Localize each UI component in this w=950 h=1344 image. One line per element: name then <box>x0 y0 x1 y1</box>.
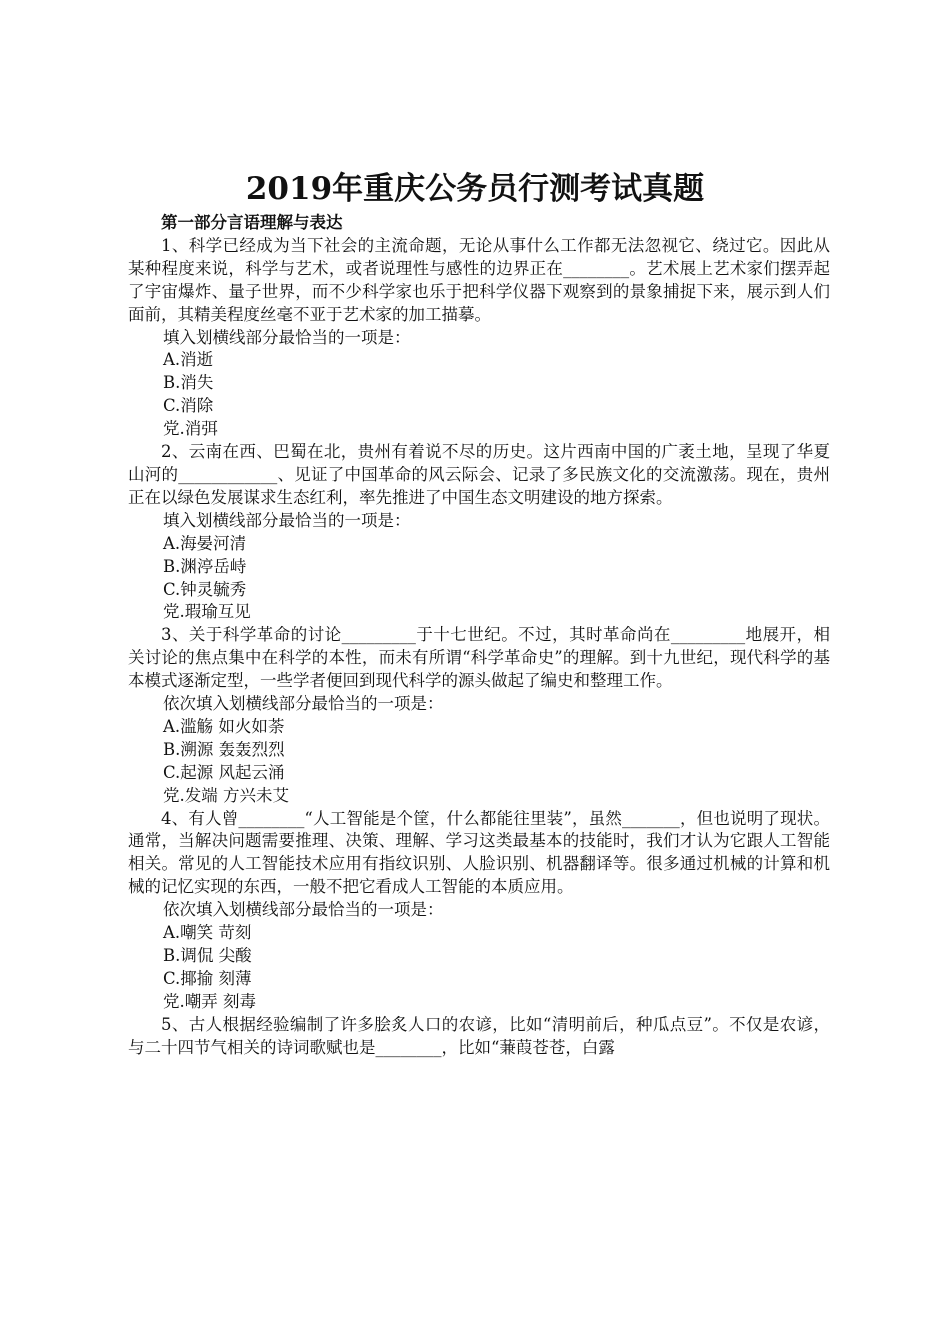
question-3-text: 3、关于科学革命的讨论_________于十七世纪。不过，其时革命尚在_________地展开，相关讨论的焦点集中在科学的本性，而未有所谓“科学革命史”的理解。到十九世纪，现代科学的基本模式逐渐定型，一些学者便回到现代科学的源头做起了编史和整理工作。 <box>128 625 830 691</box>
question-1-option-b: B.消失 <box>163 373 214 393</box>
question-4-prompt: 依次填入划横线部分最恰当的一项是： <box>163 900 444 920</box>
document-body <box>128 212 830 1060</box>
question-3-option-b: B.溯源 轰轰烈烈 <box>163 739 285 759</box>
question-4-option-d: 党.嘲弄 刻毒 <box>163 991 256 1011</box>
question-2-option-c: C.钟灵毓秀 <box>163 579 247 599</box>
question-2-option-b: B.渊渟岳峙 <box>163 556 247 576</box>
section-heading: 第一部分言语理解与表达 <box>161 213 343 232</box>
question-2-option-d: 党.瑕瑜互见 <box>163 602 251 622</box>
question-1-prompt: 填入划横线部分最恰当的一项是： <box>163 327 411 347</box>
question-1-option-d: 党.消弭 <box>163 419 218 439</box>
question-1-text: 1、科学已经成为当下社会的主流命题，无论从事什么工作都无法忽视它、绕过它。因此从某种程度来说，科学与艺术，或者说理性与感性的边界正在________。艺术展上艺术家们摆弄起了宇宙爆炸、量子世界，而不少科学家也乐于把科学仪器下观察到的景象捕捉下来，展示到人们面前，其精美程度丝毫不亚于艺术家的加工描摹。 <box>128 235 830 324</box>
question-3-option-d: 党.发端 方兴未艾 <box>163 785 289 805</box>
question-4-option-a: A.嘲笑 苛刻 <box>163 923 252 943</box>
question-1-option-a: A.消逝 <box>163 350 214 370</box>
question-5-text: 5、古人根据经验编制了许多脍炙人口的农谚，比如“清明前后，种瓜点豆”。不仅是农谚，与二十四节气相关的诗词歌赋也是________，比如“蒹葭苍苍，白露 <box>128 1014 830 1057</box>
question-2-prompt: 填入划横线部分最恰当的一项是： <box>163 510 411 530</box>
question-3-option-a: A.滥觞 如火如荼 <box>163 716 285 736</box>
question-4-option-c: C.揶揄 刻薄 <box>163 968 252 988</box>
question-3-prompt: 依次填入划横线部分最恰当的一项是： <box>163 694 444 714</box>
question-4-text: 4、有人曾________“人工智能是个筐，什么都能往里装”，虽然_______，但也说明了现状。通常，当解决问题需要推理、决策、理解、学习这类最基本的技能时，我们才认为它跟人工智能相关。常见的人工智能技术应用有指纹识别、人脸识别、机器翻译等。很多通过机械的计算和机械的记忆实现的东西，一般不把它看成人工智能的本质应用。 <box>128 808 830 897</box>
question-2-option-a: A.海晏河清 <box>163 533 247 553</box>
question-1-option-c: C.消除 <box>163 396 214 416</box>
document-title: 2019年重庆公务员行测考试真题 <box>245 171 705 207</box>
question-4-option-b: B.调侃 尖酸 <box>163 946 252 965</box>
question-3-option-c: C.起源 风起云涌 <box>163 762 285 782</box>
question-2-text: 2、云南在西、巴蜀在北，贵州有着说不尽的历史。这片西南中国的广袤土地，呈现了华夏山河的____________、见证了中国革命的风云际会、记录了多民族文化的交流激荡。现在，贵州正在以绿色发展谋求生态红利，率先推进了中国生态文明建设的地方探索。 <box>128 442 830 507</box>
